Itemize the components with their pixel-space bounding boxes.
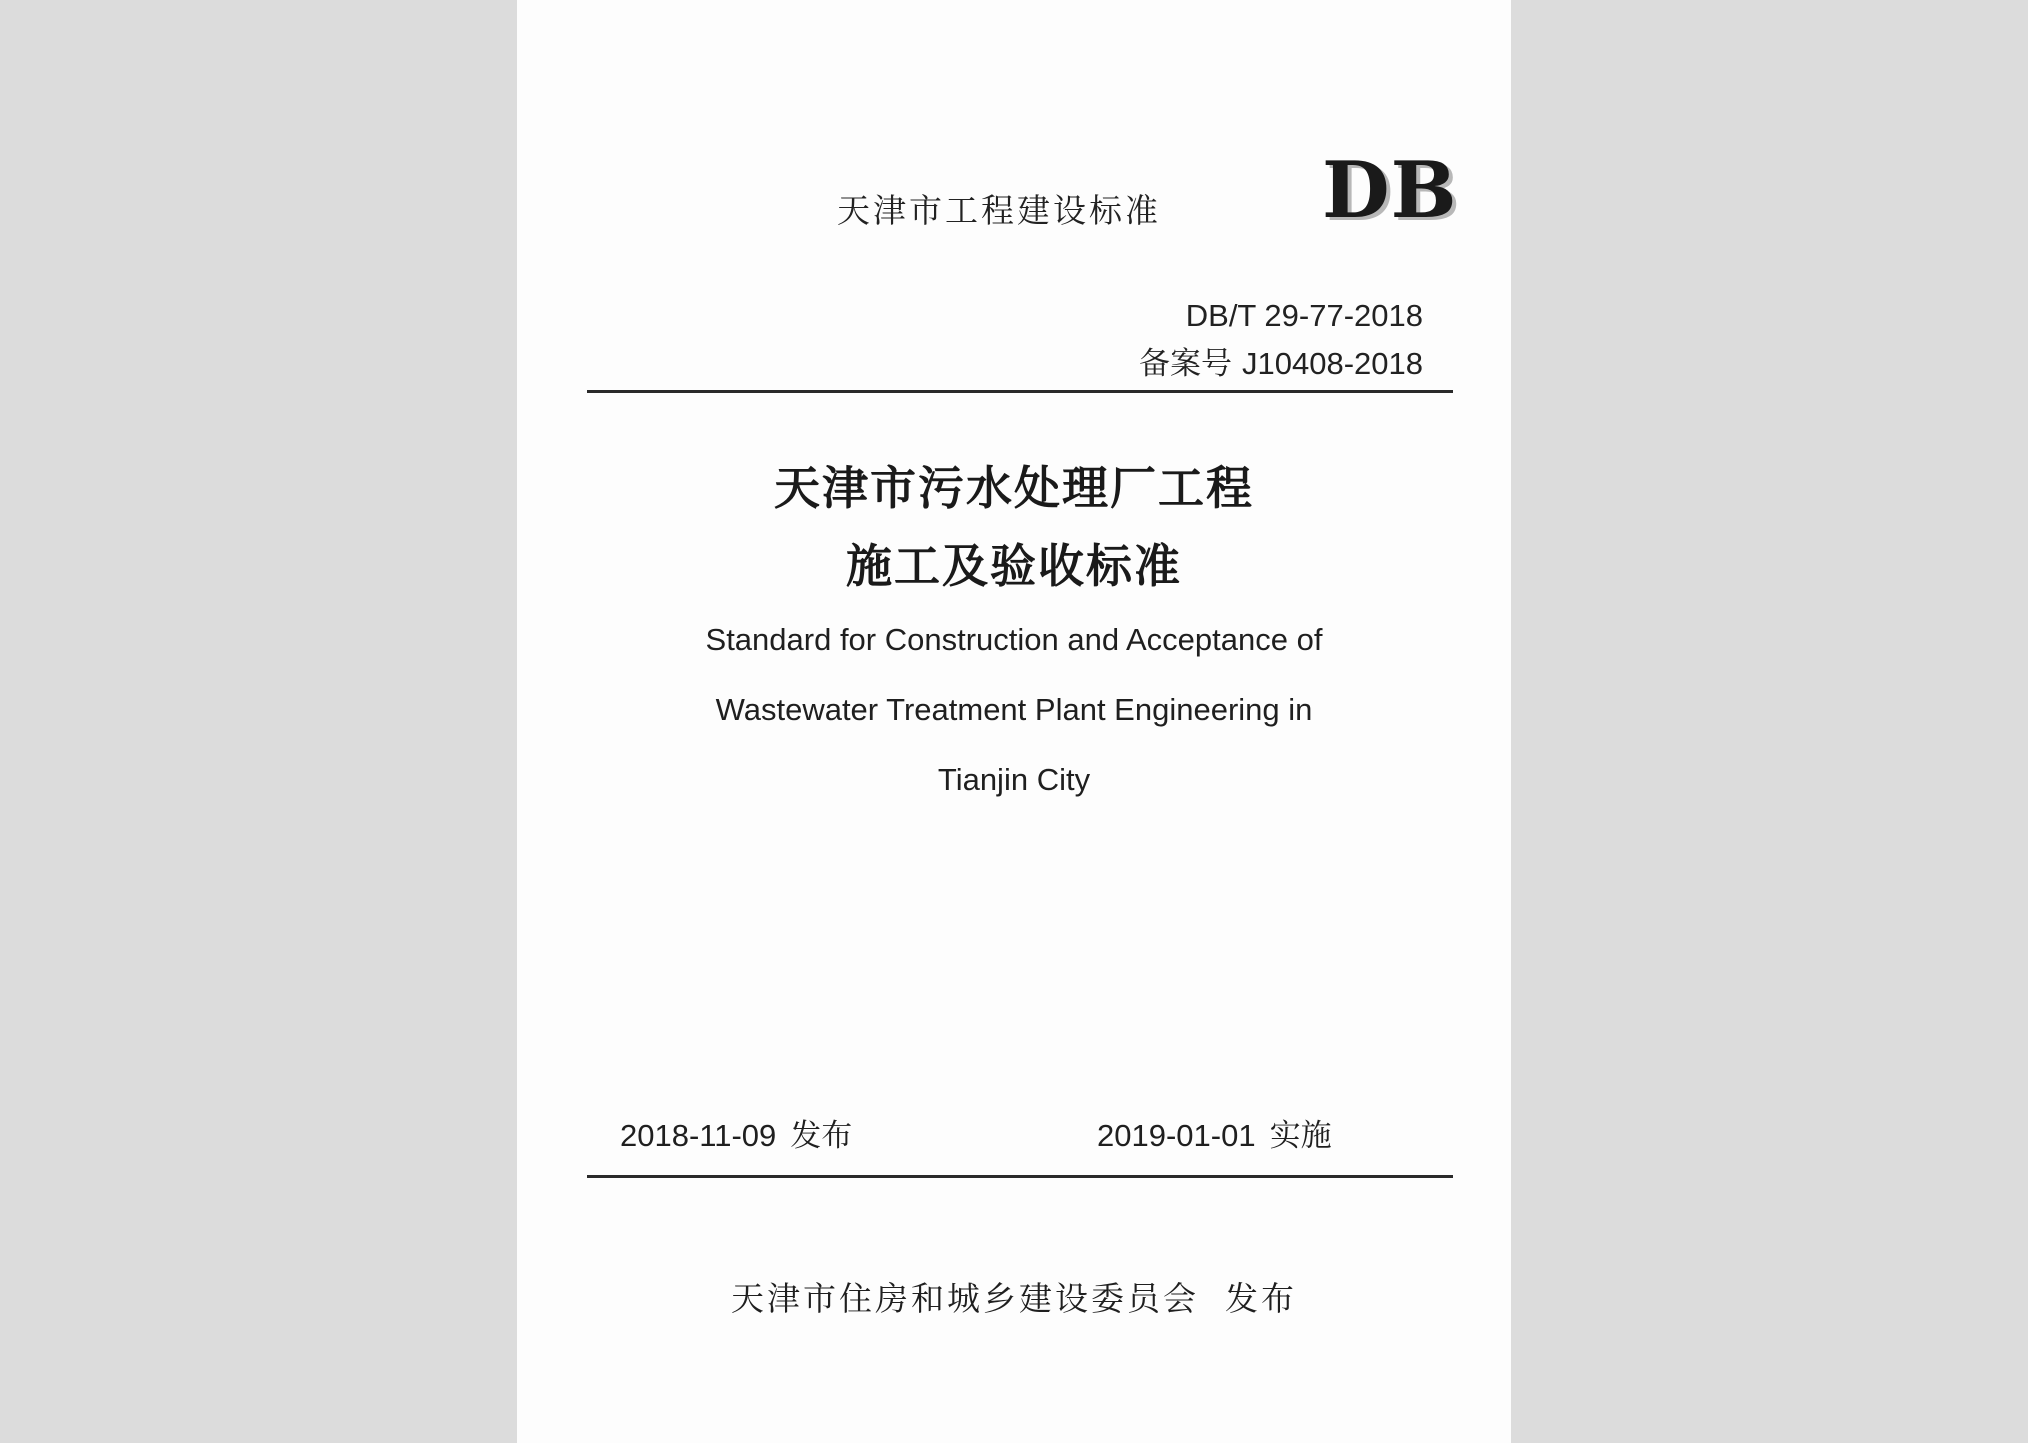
bottom-divider [587, 1175, 1453, 1178]
record-label: 备案号 [1139, 346, 1232, 382]
issue-label: 发布 [790, 1118, 853, 1154]
db-mark: DB [1322, 145, 1458, 236]
en-title-line-3: Tianjin City [937, 762, 1091, 797]
record-number-line [1139, 338, 1423, 383]
series-title: 天津市工程建设标准 [837, 191, 1161, 230]
en-title-line-1: Standard for Construction and Acceptance of [705, 622, 1323, 657]
record-number: J10408-2018 [1242, 346, 1423, 381]
cn-title-line-1: 天津市污水处理厂工程 [774, 461, 1254, 515]
effective-date-line [1097, 1110, 1332, 1155]
en-title-line-2: Wastewater Treatment Plant Engineering in [715, 692, 1313, 727]
standard-number: DB/T 29-77-2018 [1185, 298, 1423, 333]
top-divider [587, 390, 1453, 393]
effective-date: 2019-01-01 [1097, 1118, 1256, 1153]
publisher-action: 发布 [1225, 1279, 1297, 1318]
issue-date-line [620, 1110, 852, 1155]
effective-label: 实施 [1269, 1118, 1332, 1154]
cn-title-line-2: 施工及验收标准 [846, 539, 1182, 593]
issue-date: 2018-11-09 [620, 1118, 777, 1153]
cover-page [517, 0, 1511, 1443]
publisher-line [517, 1273, 1511, 1320]
publisher-name: 天津市住房和城乡建设委员会 [731, 1279, 1199, 1318]
